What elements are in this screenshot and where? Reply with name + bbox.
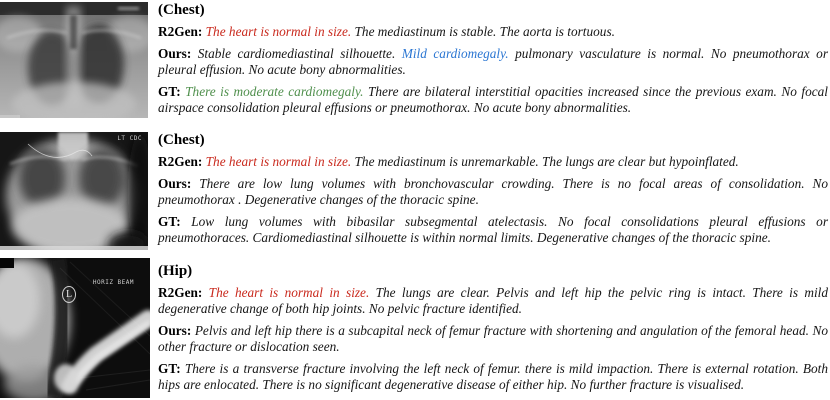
report-segment: There is a transverse fracture involving the left neck of femur. there is mild impaction. There is external rotation. Both hips are enlocated. There is no significant degenerative disease of either hip. No further fracture is visualised. xyxy=(158,361,828,392)
case-2-gt-report xyxy=(158,214,828,246)
case-1-gt-report xyxy=(158,84,828,116)
case-2-report-block xyxy=(158,132,828,252)
report-segment: The lungs are clear. Pelvis and left hip the pelvic ring is intact. There is mild degenerative change of both hip joints. No pelvic fracture identified. xyxy=(158,285,828,316)
report-segment: There are low lung volumes with bronchovascular crowding. There is no focal areas of consolidation. No pneumothorax . Degenerative changes of the thoracic spine. xyxy=(158,176,829,207)
case-3-r2gen-report xyxy=(158,285,828,317)
report-segment: There are bilateral interstitial opacities increased since the previous exam. No focal airspace consolidation pleural effusions or pneumothorax. No acute bony abnormalities. xyxy=(158,84,828,115)
case-2-r2gen-report xyxy=(158,154,828,170)
case-3-region-title: (Hip) xyxy=(158,263,193,279)
case-3-report-block xyxy=(158,263,828,399)
xray-corner-label-3: HORIZ BEAM xyxy=(92,279,134,286)
report-segment: The mediastinum is unremarkable. The lungs are clear but hypoinflated. xyxy=(354,154,739,169)
r2gen-label: R2Gen: xyxy=(158,154,203,169)
case-1-ours-report xyxy=(158,46,828,78)
chest-xray-2-graphic xyxy=(0,132,148,250)
gt-label: GT: xyxy=(158,84,181,99)
chest-xray-1-graphic xyxy=(0,2,148,118)
r2gen-label: R2Gen: xyxy=(158,24,203,39)
gt-label: GT: xyxy=(158,361,181,376)
report-segment: The heart is normal in size. xyxy=(205,24,352,39)
case-1-r2gen-report xyxy=(158,24,828,40)
report-segment: Pelvis and left hip there is a subcapital neck of femur fracture with shortening and angulation of the femoral head. No other fracture or dislocation seen. xyxy=(158,323,829,354)
case-1-region-title: (Chest) xyxy=(158,2,205,18)
report-segment: Stable cardiomediastinal silhouette. xyxy=(197,46,396,61)
ours-label: Ours: xyxy=(158,176,192,191)
report-segment: The heart is normal in size. xyxy=(208,285,370,300)
gt-label: GT: xyxy=(158,214,181,229)
hip-xray-image xyxy=(0,258,150,398)
ours-label: Ours: xyxy=(158,46,192,61)
case-2-ours-report xyxy=(158,176,828,208)
case-1-report-block xyxy=(158,2,828,122)
chest-xray-image-1 xyxy=(0,2,148,118)
report-segment: Low lung volumes with bibasilar subsegmental atelectasis. No focal consolidations pleural effusions or pneumothoraces. Cardiomediastinal silhouette is within normal limits. Degenerative changes of the thoracic spine. xyxy=(158,214,828,245)
r2gen-label: R2Gen: xyxy=(158,285,203,300)
report-segment: pulmonary vasculature is normal. No pneumothorax or pleural effusion. No acute bony abnormalities. xyxy=(158,46,829,77)
chest-xray-image-2 xyxy=(0,132,148,250)
ours-label: Ours: xyxy=(158,323,192,338)
case-3-ours-report xyxy=(158,323,828,355)
case-3-gt-report xyxy=(158,361,828,393)
case-2-region-title: (Chest) xyxy=(158,132,205,148)
report-segment: There is moderate cardiomegaly. xyxy=(185,84,364,99)
xray-corner-label-2: LT CDC xyxy=(117,135,142,142)
report-segment: The heart is normal in size. xyxy=(205,154,352,169)
left-side-marker: L xyxy=(62,286,76,303)
report-segment: The mediastinum is stable. The aorta is tortuous. xyxy=(354,24,615,39)
report-segment: Mild cardiomegaly. xyxy=(401,46,509,61)
